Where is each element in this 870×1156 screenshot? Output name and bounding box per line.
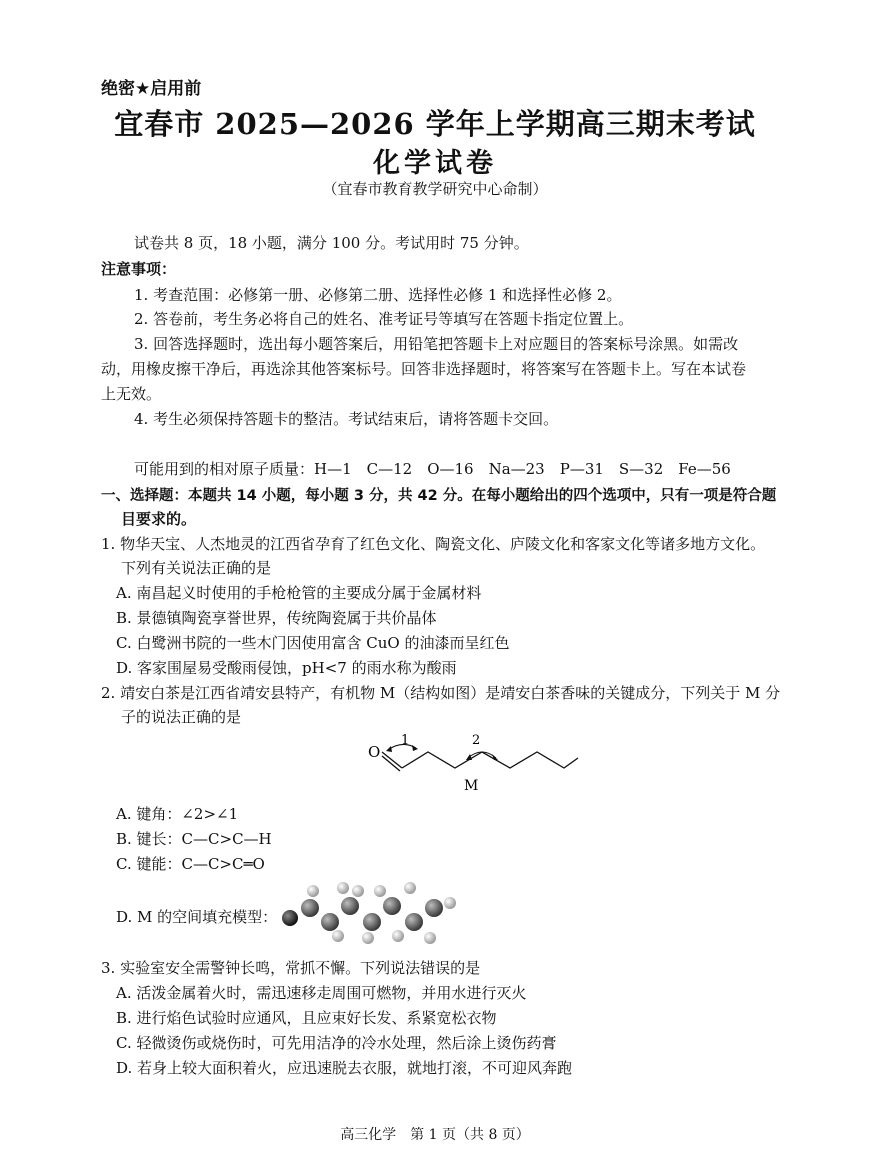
q3-option-c: C. 轻微烫伤或烧伤时，可先用洁净的冷水处理，然后涂上烫伤药膏 — [116, 1034, 557, 1052]
q1-option-b: B. 景德镇陶瓷享誉世界，传统陶瓷属于共价晶体 — [116, 609, 437, 627]
q2-option-c: C. 键能：C—C>C═O — [116, 855, 265, 873]
space-filling-model-image — [280, 878, 460, 948]
q2-option-a: A. 键角：∠2>∠1 — [116, 805, 239, 823]
question-2-stem-cont: 子的说法正确的是 — [121, 708, 242, 726]
exam-title: 宜春市 2025—2026 学年上学期高三期末考试 — [114, 107, 756, 141]
exam-subject: 化学试卷 — [373, 148, 497, 179]
q2-option-d: D. M 的空间填充模型： — [116, 908, 278, 926]
question-3-stem: 3. 实验室安全需警钟长鸣，常抓不懈。下列说法错误的是 — [101, 959, 481, 977]
q1-option-c: C. 白鹭洲书院的一些木门因使用富含 CuO 的油漆而呈红色 — [116, 634, 510, 652]
q3-option-d: D. 若身上较大面积着火，应迅速脱去衣服，就地打滚，不可迎风奔跑 — [116, 1059, 573, 1077]
oxygen-atom-label: O — [368, 743, 381, 761]
angle-2-label: 2 — [472, 733, 481, 748]
notice-item: 3. 回答选择题时，选出每小题答案后，用铅笔把答题卡上对应题目的答案标号涂黑。如需改 — [134, 335, 739, 353]
q1-option-a: A. 南昌起义时使用的手枪枪管的主要成分属于金属材料 — [116, 584, 482, 602]
section-heading-cont: 目要求的。 — [121, 510, 197, 528]
confidential-label: 绝密★启用前 — [101, 79, 202, 99]
q3-option-a: A. 活泼金属着火时，需迅速移走周围可燃物，并用水进行灭火 — [116, 984, 527, 1002]
exam-organizer: （宜春市教育教学研究中心命制） — [322, 180, 548, 198]
structure-diagram — [360, 730, 590, 800]
q1-option-d: D. 客家围屋易受酸雨侵蚀，pH<7 的雨水称为酸雨 — [116, 659, 457, 677]
page-footer: 高三化学 第 1 页（共 8 页） — [340, 1127, 530, 1143]
notice-item: 动，用橡皮擦干净后，再选涂其他答案标号。回答非选择题时，将答案写在答题卡上。写在本试卷 — [101, 360, 747, 378]
q3-option-b: B. 进行焰色试验时应通风，且应束好长发、系紧宽松衣物 — [116, 1009, 497, 1027]
molecule-name-label: M — [464, 778, 479, 794]
question-1-stem: 1. 物华天宝、人杰地灵的江西省孕育了红色文化、陶瓷文化、庐陵文化和客家文化等诸多地方文化。 — [101, 535, 766, 553]
notice-item: 4. 考生必须保持答题卡的整洁。考试结束后，请将答题卡交回。 — [134, 410, 559, 428]
notice-item: 2. 答卷前，考生务必将自己的姓名、准考证号等填写在答题卡指定位置上。 — [134, 310, 634, 328]
question-2-stem: 2. 靖安白茶是江西省靖安县特产，有机物 M（结构如图）是靖安白茶香味的关键成分，下列关于 M 分 — [101, 684, 781, 702]
exam-intro: 试卷共 8 页，18 小题，满分 100 分。考试用时 75 分钟。 — [134, 234, 529, 252]
angle-1-label: 1 — [401, 733, 410, 748]
notice-heading: 注意事项： — [101, 260, 177, 278]
question-1-stem-cont: 下列有关说法正确的是 — [121, 559, 272, 577]
q2-option-b: B. 键长：C—C>C—H — [116, 830, 272, 848]
atomic-masses: 可能用到的相对原子质量：H—1 C—12 O—16 Na—23 P—31 S—32 Fe—56 — [134, 460, 731, 478]
section-heading: 一、选择题：本题共 14 小题，每小题 3 分，共 42 分。在每小题给出的四个选项中，只有一项是符合题 — [101, 488, 777, 504]
notice-item: 上无效。 — [101, 385, 162, 403]
notice-item: 1. 考查范围：必修第一册、必修第二册、选择性必修 1 和选择性必修 2。 — [134, 286, 622, 304]
